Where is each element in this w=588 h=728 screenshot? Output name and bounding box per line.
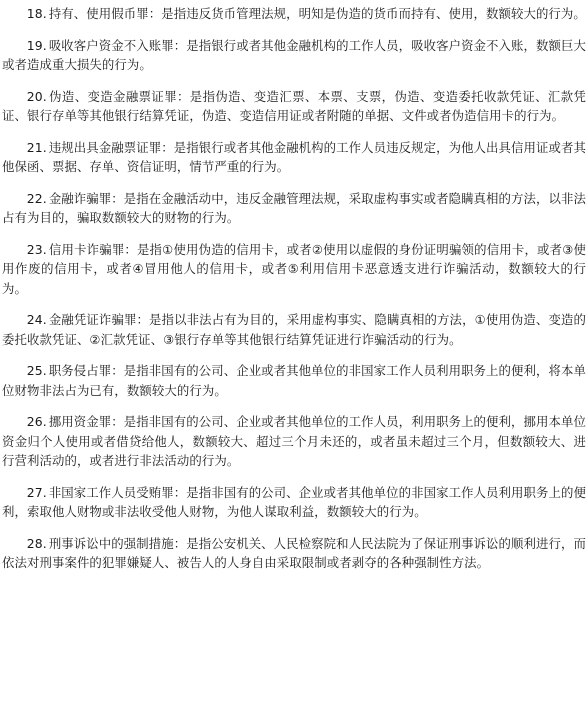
paragraph-number: 27. bbox=[26, 484, 47, 500]
document-body bbox=[0, 4, 588, 585]
paragraph-text: 挪用资金罪：是指非国有的公司、企业或者其他单位的工作人员，利用职务上的便利，挪用本单位资金归个人使用或者借贷给他人，数额较大、超过三个月未还的，或者虽未超过三个月，但数额较大、进行营利活动的，或者进行非法活动的行为。 bbox=[2, 414, 586, 468]
paragraph-text: 职务侵占罪：是指非国有的公司、企业或者其他单位的非国家工作人员利用职务上的便利，将本单位财物非法占为已有，数额较大的行为。 bbox=[2, 363, 586, 398]
paragraph-number: 21. bbox=[26, 139, 47, 155]
paragraph-number: 20. bbox=[26, 88, 47, 104]
paragraph-21 bbox=[0, 138, 588, 177]
paragraph-number: 22. bbox=[26, 190, 47, 206]
paragraph-text: 金融凭证诈骗罪：是指以非法占有为目的，采用虚构事实、隐瞒真相的方法，①使用伪造、变造的委托收款凭证、②汇款凭证、③银行存单等其他银行结算凭证进行诈骗活动的行为。 bbox=[2, 312, 586, 347]
paragraph-number: 18. bbox=[26, 6, 47, 21]
paragraph-text: 信用卡诈骗罪：是指①使用伪造的信用卡，或者②使用以虚假的身份证明骗领的信用卡，或者③使用作废的信用卡，或者④冒用他人的信用卡，或者⑤利用信用卡恶意透支进行诈骗活动，数额较大的行为。 bbox=[2, 241, 586, 296]
paragraph-28 bbox=[0, 534, 588, 573]
paragraph-number: 26. bbox=[26, 414, 47, 429]
paragraph-24 bbox=[0, 310, 588, 349]
paragraph-text: 金融诈骗罪：是指在金融活动中，违反金融管理法规，采取虚构事实或者隐瞒真相的方法，以非法占有为目的，骗取数额较大的财物的行为。 bbox=[2, 190, 586, 225]
paragraph-text: 非国家工作人员受贿罪：是指非国有的公司、企业或者其他单位的非国家工作人员利用职务上的便利，索取他人财物或非法收受他人财物，为他人谋取利益，数额较大的行为。 bbox=[2, 484, 586, 519]
paragraph-number: 28. bbox=[26, 535, 47, 551]
paragraph-22 bbox=[0, 189, 588, 228]
paragraph-18 bbox=[0, 4, 588, 24]
paragraph-23 bbox=[0, 240, 588, 299]
paragraph-25 bbox=[0, 361, 588, 400]
paragraph-text: 伪造、变造金融票证罪：是指伪造、变造汇票、本票、支票，伪造、变造委托收款凭证、汇款凭证、银行存单等其他银行结算凭证，伪造、变造信用证或者附随的单据、文件或者伪造信用卡的行为。 bbox=[2, 88, 586, 123]
paragraph-text: 吸收客户资金不入账罪：是指银行或者其他金融机构的工作人员，吸收客户资金不入账，数额巨大或者造成重大损失的行为。 bbox=[2, 37, 586, 72]
paragraph-text: 持有、使用假币罪：是指违反货币管理法规，明知是伪造的货币而持有、使用，数额较大的行为。 bbox=[48, 6, 586, 21]
paragraph-number: 19. bbox=[26, 37, 47, 53]
paragraph-20 bbox=[0, 87, 588, 126]
paragraph-number: 23. bbox=[26, 241, 47, 257]
paragraph-number: 25. bbox=[26, 363, 47, 378]
paragraph-text: 刑事诉讼中的强制措施：是指公安机关、人民检察院和人民法院为了保证刑事诉讼的顺利进行，而依法对刑事案件的犯罪嫌疑人、被告人的人身自由采取限制或者剥夺的各种强制性方法。 bbox=[2, 535, 586, 570]
paragraph-number: 24. bbox=[26, 312, 47, 327]
paragraph-19 bbox=[0, 36, 588, 75]
paragraph-26 bbox=[0, 412, 588, 471]
paragraph-27 bbox=[0, 483, 588, 522]
paragraph-text: 违规出具金融票证罪：是指银行或者其他金融机构的工作人员违反规定，为他人出具信用证或者其他保函、票据、存单、资信证明，情节严重的行为。 bbox=[2, 139, 586, 174]
